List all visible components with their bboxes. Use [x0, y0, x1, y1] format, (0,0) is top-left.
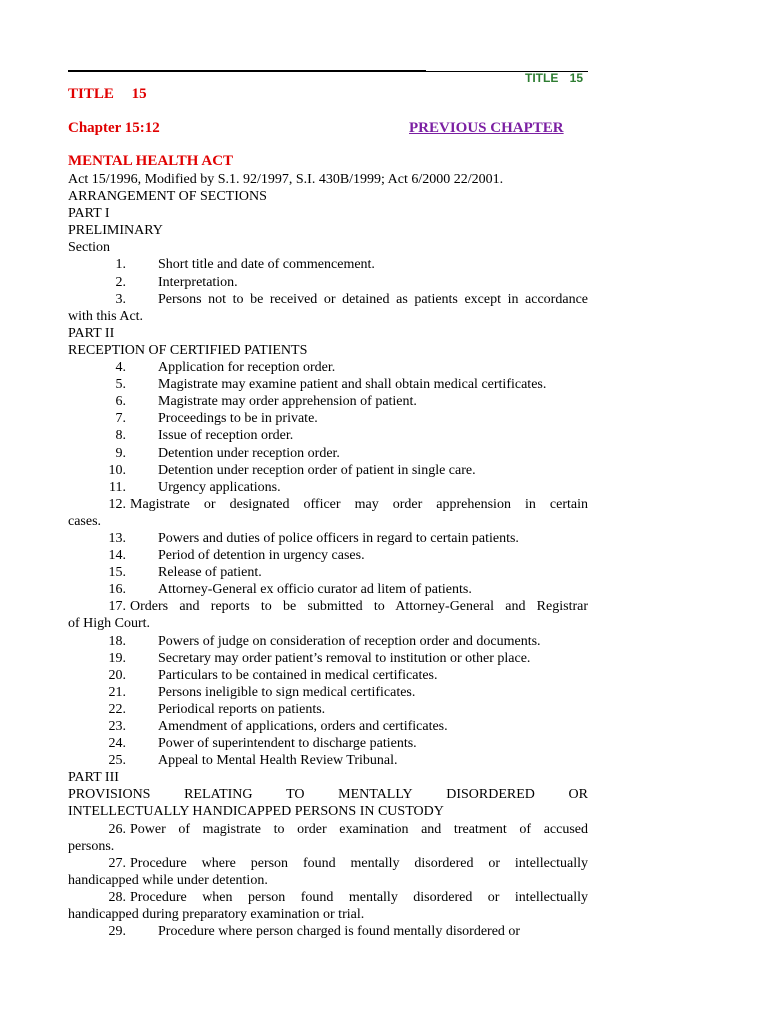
section-number: 27. [108, 855, 126, 871]
part1-section-list [68, 256, 588, 324]
part-label: PART II [68, 325, 115, 341]
section-number: 2. [115, 274, 126, 290]
part-title-word: TO [286, 787, 305, 803]
section-entry [68, 650, 588, 667]
section-entry [68, 564, 588, 581]
section-number: 6. [115, 394, 126, 410]
section-entry [68, 496, 588, 513]
section-heading: Period of detention in urgency cases. [158, 548, 365, 564]
section-number: 7. [115, 411, 126, 427]
section-entry [68, 633, 588, 650]
section-entry [68, 547, 588, 564]
part-title-line1 [68, 786, 588, 803]
section-entry [68, 256, 588, 273]
section-entry [68, 667, 588, 684]
section-number: 21. [108, 684, 126, 700]
section-heading: Appeal to Mental Health Review Tribunal. [158, 753, 398, 769]
section-entry [68, 376, 588, 393]
section-heading: Detention under reception order of patient in single care. [158, 462, 476, 478]
section-number: 3. [115, 291, 126, 307]
section-heading: Interpretation. [158, 274, 238, 290]
section-heading: Power of superintendent to discharge patients. [158, 736, 417, 752]
running-header-title: TITLE 15 [525, 71, 584, 85]
section-number: 20. [108, 667, 126, 683]
previous-chapter-link[interactable]: PREVIOUS CHAPTER [409, 120, 564, 136]
section-heading: Particulars to be contained in medical certificates. [158, 667, 438, 683]
section-number: 23. [108, 719, 126, 734]
section-number: 26. [108, 821, 126, 837]
section-number: 22. [108, 701, 126, 717]
section-heading-continuation: handicapped while under detention. [68, 872, 268, 888]
act-title: MENTAL HEALTH ACT [68, 153, 234, 169]
section-entry [68, 855, 588, 872]
section-entry [68, 445, 588, 462]
section-heading: Proceedings to be in private. [158, 411, 318, 427]
section-heading: Magistrate may order apprehension of patient. [158, 394, 417, 410]
section-number: 16. [108, 582, 126, 598]
part-title: RECEPTION OF CERTIFIED PATIENTS [68, 342, 308, 358]
section-heading: Detention under reception order. [158, 445, 340, 461]
section-number: 29. [108, 924, 126, 940]
act-citation: Act 15/1996, Modified by S.1. 92/1997, S.I. 430B/1999; Act 6/2000 22/2001. [68, 172, 504, 187]
section-entry [68, 923, 588, 940]
part-title-word: RELATING [184, 787, 253, 803]
part2-section-list [68, 359, 588, 769]
section-number: 28. [108, 889, 126, 905]
section-number: 13. [108, 530, 126, 546]
section-entry [68, 530, 588, 547]
section-entry [68, 274, 588, 291]
section-heading-continuation: handicapped during preparatory examination or trial. [68, 907, 365, 923]
section-heading: Attorney-General ex officio curator ad litem of patients. [158, 582, 472, 598]
section-heading: Release of patient. [158, 565, 262, 581]
section-entry [68, 393, 588, 410]
section-heading: Issue of reception order. [158, 428, 294, 444]
section-entry [68, 427, 588, 444]
section-number: 4. [115, 360, 126, 376]
section-heading-continuation: of High Court. [68, 616, 151, 632]
arrangement-heading: ARRANGEMENT OF SECTIONS [68, 189, 267, 205]
part-label: PART III [68, 770, 119, 786]
section-heading: Secretary may order patient’s removal to institution or other place. [158, 650, 531, 666]
section-entry [68, 291, 588, 308]
chapter-label: Chapter 15:12 [68, 120, 160, 136]
section-heading: Persons not to be received or detained as patients except in accordance [158, 291, 588, 307]
section-entry [68, 752, 588, 769]
part-label: PART I [68, 206, 110, 222]
document-title: TITLE 15 [68, 86, 147, 102]
section-heading: Procedure when person found mentally disordered or intellectually [130, 889, 588, 905]
section-heading: Amendment of applications, orders and certificates. [158, 719, 448, 734]
section-number: 14. [108, 548, 126, 564]
document-body [68, 171, 588, 940]
part3-section-list [68, 821, 588, 941]
section-number: 9. [115, 445, 126, 461]
section-heading-continuation: cases. [68, 513, 102, 529]
section-number: 5. [115, 377, 126, 393]
section-entry [68, 410, 588, 427]
part-title: PRELIMINARY [68, 223, 163, 239]
part-title-word: MENTALLY [338, 787, 413, 803]
section-number: 18. [108, 633, 126, 649]
section-heading: Orders and reports to be submitted to Attorney-General and Registrar [130, 599, 588, 615]
section-heading: Power of magistrate to order examination and treatment of accused [130, 821, 588, 837]
section-label: Section [68, 240, 110, 256]
header-rule [68, 70, 426, 72]
section-number: 1. [115, 257, 126, 273]
section-heading-continuation: persons. [68, 838, 115, 854]
part-title-word: DISORDERED [446, 787, 535, 803]
section-number: 15. [108, 565, 126, 581]
part-title-word: PROVISIONS [68, 787, 151, 803]
section-heading: Magistrate or designated officer may order apprehension in certain [130, 496, 588, 512]
section-number: 11. [109, 479, 126, 495]
section-number: 12. [108, 496, 126, 512]
section-heading: Powers of judge on consideration of reception order and documents. [158, 633, 541, 649]
part-title-line2: INTELLECTUALLY HANDICAPPED PERSONS IN CUSTODY [68, 804, 444, 820]
section-number: 10. [108, 462, 126, 478]
section-number: 17. [108, 599, 126, 615]
section-heading-continuation: with this Act. [68, 308, 144, 324]
section-entry [68, 701, 588, 718]
section-heading: Procedure where person found mentally disordered or intellectually [130, 855, 588, 871]
section-entry [68, 462, 588, 479]
section-entry [68, 359, 588, 376]
section-number: 19. [108, 650, 126, 666]
section-entry [68, 718, 588, 735]
section-entry [68, 479, 588, 496]
section-heading: Application for reception order. [158, 360, 336, 376]
section-heading: Magistrate may examine patient and shall obtain medical certificates. [158, 377, 547, 393]
section-entry [68, 889, 588, 906]
section-entry [68, 581, 588, 598]
part-title-word: OR [568, 787, 588, 803]
section-entry [68, 684, 588, 701]
section-entry [68, 821, 588, 838]
section-number: 24. [108, 736, 126, 752]
section-heading: Periodical reports on patients. [158, 701, 326, 717]
section-entry [68, 735, 588, 752]
section-number: 25. [108, 753, 126, 769]
section-heading: Short title and date of commencement. [158, 257, 375, 273]
section-heading: Urgency applications. [158, 479, 281, 495]
section-heading: Procedure where person charged is found mentally disordered or [158, 924, 521, 940]
section-number: 8. [115, 428, 126, 444]
section-heading: Persons ineligible to sign medical certificates. [158, 684, 416, 700]
section-entry [68, 598, 588, 615]
section-heading: Powers and duties of police officers in regard to certain patients. [158, 530, 519, 546]
